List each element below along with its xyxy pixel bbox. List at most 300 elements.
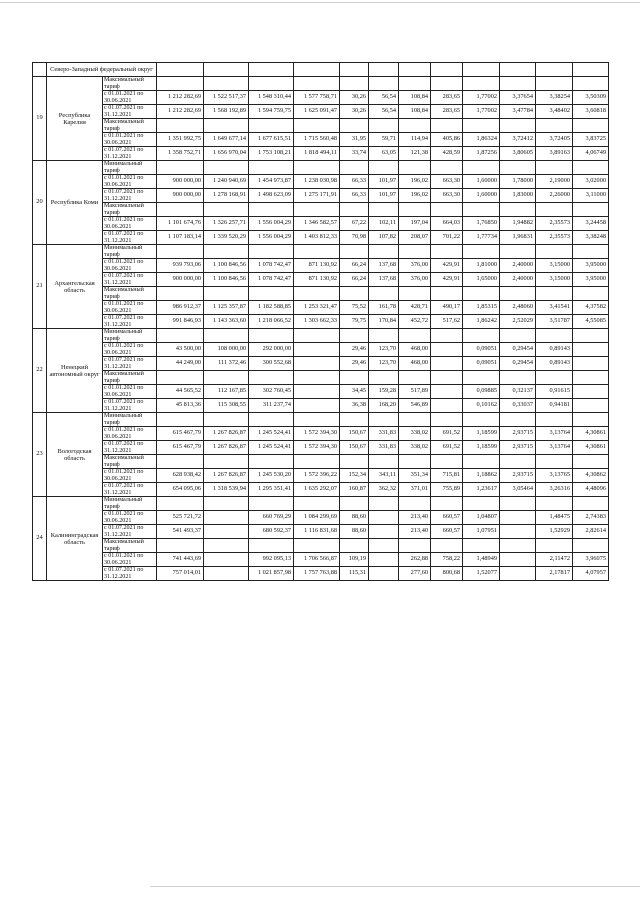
table-row bbox=[33, 427, 609, 441]
tariff-value-cell bbox=[369, 245, 399, 259]
tariff-value-cell: 3,02000 bbox=[573, 175, 609, 189]
table-row bbox=[33, 133, 609, 147]
tariff-value-cell: 170,84 bbox=[369, 315, 399, 329]
tariff-value-cell: 1 245 524,41 bbox=[249, 441, 294, 455]
tariff-value-cell bbox=[431, 161, 463, 175]
tariff-value-cell bbox=[157, 371, 204, 385]
table-row bbox=[33, 259, 609, 273]
tariff-value-cell: 1 101 674,76 bbox=[157, 217, 204, 231]
tariff-value-cell: 664,03 bbox=[431, 217, 463, 231]
tariff-value-cell: 3,24458 bbox=[573, 217, 609, 231]
tariff-value-cell: 900 000,00 bbox=[157, 273, 204, 287]
tariff-value-cell: 31,95 bbox=[340, 133, 369, 147]
tariff-value-cell: 114,94 bbox=[399, 133, 431, 147]
tariff-value-cell: 1,86324 bbox=[463, 133, 500, 147]
tariff-value-cell bbox=[500, 413, 536, 427]
tariff-value-cell: 29,46 bbox=[340, 357, 369, 371]
tariff-value-cell: 2,48060 bbox=[500, 301, 536, 315]
tariff-value-cell bbox=[431, 497, 463, 511]
table-row bbox=[33, 539, 609, 553]
tariff-value-cell: 311 237,74 bbox=[249, 399, 294, 413]
tariff-value-cell: 343,11 bbox=[369, 469, 399, 483]
table-row bbox=[33, 343, 609, 357]
tariff-value-cell: 3,89163 bbox=[536, 147, 573, 161]
tariff-value-cell: 3,11000 bbox=[573, 189, 609, 203]
tariff-value-cell bbox=[431, 343, 463, 357]
tariff-period: с 01.01.2021 по 30.06.2021 bbox=[103, 511, 157, 525]
table-row bbox=[33, 469, 609, 483]
tariff-value-cell: 1 339 520,29 bbox=[204, 231, 249, 245]
region-name: Ненецкий автономный округ bbox=[47, 329, 103, 413]
tariff-value-cell: 150,67 bbox=[340, 441, 369, 455]
data-cell bbox=[369, 63, 399, 77]
tariff-value-cell bbox=[431, 329, 463, 343]
tariff-value-cell bbox=[536, 329, 573, 343]
tariff-value-cell: 3,95000 bbox=[573, 259, 609, 273]
tariff-value-cell: 663,30 bbox=[431, 175, 463, 189]
tariff-period: с 01.01.2021 по 30.06.2021 bbox=[103, 385, 157, 399]
tariff-value-cell bbox=[500, 455, 536, 469]
tariff-value-cell: 1 218 066,52 bbox=[249, 315, 294, 329]
tariff-value-cell: 405,86 bbox=[431, 133, 463, 147]
tariff-value-cell bbox=[536, 245, 573, 259]
tariff-value-cell bbox=[294, 245, 340, 259]
tariff-value-cell bbox=[204, 161, 249, 175]
tariff-period: с 01.01.2021 по 30.06.2021 bbox=[103, 91, 157, 105]
tariff-value-cell bbox=[204, 371, 249, 385]
region-number: 19 bbox=[33, 77, 47, 161]
tariff-value-cell bbox=[249, 77, 294, 91]
tariff-value-cell bbox=[536, 119, 573, 133]
tariff-value-cell bbox=[536, 497, 573, 511]
tariff-value-cell: 900 000,00 bbox=[157, 175, 204, 189]
tariff-value-cell bbox=[204, 413, 249, 427]
table-row bbox=[33, 385, 609, 399]
tariff-value-cell: 452,72 bbox=[399, 315, 431, 329]
tariff-value-cell bbox=[340, 245, 369, 259]
tariff-value-cell: 1 240 940,69 bbox=[204, 175, 249, 189]
tariff-value-cell: 196,02 bbox=[399, 175, 431, 189]
tariff-value-cell: 1 649 677,14 bbox=[204, 133, 249, 147]
tariff-value-cell bbox=[340, 287, 369, 301]
tariff-value-cell bbox=[573, 497, 609, 511]
tariff-period: с 01.07.2021 по 31.12.2021 bbox=[103, 189, 157, 203]
tariff-value-cell: 338,02 bbox=[399, 427, 431, 441]
tariff-value-cell bbox=[340, 413, 369, 427]
tariff-value-cell: 302 760,45 bbox=[249, 385, 294, 399]
region-number: 22 bbox=[33, 329, 47, 413]
tariff-value-cell: 1,77002 bbox=[463, 91, 500, 105]
page-bottom-rule bbox=[150, 886, 640, 887]
tariff-value-cell: 197,04 bbox=[399, 217, 431, 231]
tariff-value-cell bbox=[294, 413, 340, 427]
tariff-value-cell bbox=[573, 357, 609, 371]
tariff-value-cell: 108,84 bbox=[399, 91, 431, 105]
tariff-period: Минимальный тариф bbox=[103, 329, 157, 343]
tariff-value-cell bbox=[294, 161, 340, 175]
tariff-value-cell bbox=[463, 287, 500, 301]
tariff-value-cell bbox=[399, 203, 431, 217]
tariff-value-cell: 1 078 742,47 bbox=[249, 259, 294, 273]
tariff-value-cell: 1 238 030,98 bbox=[294, 175, 340, 189]
tariff-value-cell bbox=[204, 203, 249, 217]
tariff-value-cell bbox=[369, 455, 399, 469]
tariff-value-cell: 1,85315 bbox=[463, 301, 500, 315]
tariff-value-cell: 1 522 517,37 bbox=[204, 91, 249, 105]
tariff-value-cell bbox=[500, 77, 536, 91]
tariff-value-cell: 283,65 bbox=[431, 105, 463, 119]
tariff-value-cell: 59,71 bbox=[369, 133, 399, 147]
tariff-value-cell: 1 351 992,75 bbox=[157, 133, 204, 147]
table-row bbox=[33, 371, 609, 385]
tariff-value-cell bbox=[536, 539, 573, 553]
tariff-value-cell: 66,33 bbox=[340, 175, 369, 189]
region-number: 24 bbox=[33, 497, 47, 581]
table-row bbox=[33, 161, 609, 175]
tariff-value-cell: 115 308,55 bbox=[204, 399, 249, 413]
tariff-period: Минимальный тариф bbox=[103, 413, 157, 427]
tariff-value-cell: 63,05 bbox=[369, 147, 399, 161]
tariff-value-cell: 701,22 bbox=[431, 231, 463, 245]
tariff-value-cell bbox=[369, 287, 399, 301]
tariff-value-cell bbox=[500, 539, 536, 553]
tariff-value-cell: 3,47784 bbox=[500, 105, 536, 119]
tariff-period: Максимальный тариф bbox=[103, 287, 157, 301]
tariff-value-cell: 1,76850 bbox=[463, 217, 500, 231]
table-row bbox=[33, 441, 609, 455]
tariff-period: с 01.07.2021 по 31.12.2021 bbox=[103, 483, 157, 497]
tariff-value-cell bbox=[463, 329, 500, 343]
tariff-value-cell: 1 078 742,47 bbox=[249, 273, 294, 287]
tariff-period: с 01.07.2021 по 31.12.2021 bbox=[103, 315, 157, 329]
tariff-value-cell: 3,38254 bbox=[536, 91, 573, 105]
tariff-value-cell bbox=[573, 203, 609, 217]
table-row bbox=[33, 77, 609, 91]
tariff-value-cell: 1,60000 bbox=[463, 175, 500, 189]
tariff-value-cell: 1 572 396,22 bbox=[294, 469, 340, 483]
tariff-value-cell: 2,52029 bbox=[500, 315, 536, 329]
district-title: Северо-Западный федеральный округ bbox=[47, 63, 157, 77]
tariff-value-cell: 691,52 bbox=[431, 427, 463, 441]
tariff-value-cell: 517,89 bbox=[399, 385, 431, 399]
tariff-value-cell bbox=[573, 77, 609, 91]
tariff-value-cell: 4,37582 bbox=[573, 301, 609, 315]
tariff-value-cell: 2,74383 bbox=[573, 511, 609, 525]
tariff-value-cell: 137,68 bbox=[369, 259, 399, 273]
tariff-value-cell: 2,82614 bbox=[573, 525, 609, 539]
table-row bbox=[33, 553, 609, 567]
tariff-value-cell bbox=[249, 539, 294, 553]
tariff-value-cell bbox=[340, 371, 369, 385]
tariff-value-cell: 351,34 bbox=[399, 469, 431, 483]
tariff-value-cell bbox=[294, 287, 340, 301]
tariff-value-cell: 900 000,00 bbox=[157, 189, 204, 203]
tariff-value-cell: 3,51787 bbox=[536, 315, 573, 329]
tariff-value-cell bbox=[340, 161, 369, 175]
tariff-period: Максимальный тариф bbox=[103, 371, 157, 385]
tariff-value-cell bbox=[463, 371, 500, 385]
tariff-value-cell: 1 212 282,69 bbox=[157, 105, 204, 119]
tariff-value-cell bbox=[249, 329, 294, 343]
tariff-value-cell bbox=[399, 497, 431, 511]
tariff-value-cell: 168,20 bbox=[369, 399, 399, 413]
tariff-value-cell: 1 278 168,91 bbox=[204, 189, 249, 203]
data-cell bbox=[573, 63, 609, 77]
tariff-value-cell bbox=[500, 119, 536, 133]
tariff-value-cell: 2,19000 bbox=[536, 175, 573, 189]
tariff-period: с 01.01.2021 по 30.06.2021 bbox=[103, 427, 157, 441]
tariff-period: с 01.01.2021 по 30.06.2021 bbox=[103, 343, 157, 357]
tariff-value-cell: 331,83 bbox=[369, 427, 399, 441]
tariff-value-cell bbox=[204, 245, 249, 259]
tariff-value-cell bbox=[431, 371, 463, 385]
tariff-value-cell: 1 100 846,56 bbox=[204, 259, 249, 273]
tariff-value-cell: 109,19 bbox=[340, 553, 369, 567]
tariff-value-cell: 1 245 530,20 bbox=[249, 469, 294, 483]
tariff-value-cell: 1 548 310,44 bbox=[249, 91, 294, 105]
tariff-value-cell bbox=[500, 553, 536, 567]
table-row bbox=[33, 245, 609, 259]
tariff-value-cell bbox=[573, 455, 609, 469]
tariff-value-cell bbox=[536, 455, 573, 469]
tariff-value-cell bbox=[399, 455, 431, 469]
tariff-period: Максимальный тариф bbox=[103, 119, 157, 133]
tariff-value-cell: 3,72405 bbox=[536, 133, 573, 147]
tariff-value-cell: 34,45 bbox=[340, 385, 369, 399]
tariff-value-cell bbox=[340, 77, 369, 91]
table-row bbox=[33, 105, 609, 119]
tariff-period: с 01.07.2021 по 31.12.2021 bbox=[103, 441, 157, 455]
tariff-value-cell: 43 500,00 bbox=[157, 343, 204, 357]
tariff-period: с 01.01.2021 по 30.06.2021 bbox=[103, 259, 157, 273]
tariff-value-cell bbox=[204, 567, 249, 581]
tariff-value-cell: 56,54 bbox=[369, 105, 399, 119]
tariff-value-cell: 1 143 363,60 bbox=[204, 315, 249, 329]
tariff-value-cell bbox=[431, 539, 463, 553]
tariff-value-cell: 615 467,79 bbox=[157, 427, 204, 441]
tariff-value-cell bbox=[399, 539, 431, 553]
tariff-value-cell bbox=[294, 77, 340, 91]
tariff-value-cell: 1,77734 bbox=[463, 231, 500, 245]
tariff-value-cell: 3,05464 bbox=[500, 483, 536, 497]
tariff-value-cell: 991 846,93 bbox=[157, 315, 204, 329]
tariff-value-cell: 1,48949 bbox=[463, 553, 500, 567]
tariff-value-cell bbox=[536, 77, 573, 91]
tariff-value-cell bbox=[294, 343, 340, 357]
tariff-value-cell bbox=[249, 119, 294, 133]
table-row bbox=[33, 175, 609, 189]
tariff-value-cell: 262,88 bbox=[399, 553, 431, 567]
tariff-value-cell: 1 303 662,33 bbox=[294, 315, 340, 329]
tariff-period: Максимальный тариф bbox=[103, 455, 157, 469]
tariff-value-cell bbox=[340, 119, 369, 133]
tariff-value-cell: 3,38248 bbox=[573, 231, 609, 245]
tariff-value-cell: 88,60 bbox=[340, 525, 369, 539]
tariff-value-cell bbox=[431, 357, 463, 371]
tariff-value-cell: 2,40000 bbox=[500, 273, 536, 287]
table-row bbox=[33, 147, 609, 161]
tariff-value-cell: 1 318 539,94 bbox=[204, 483, 249, 497]
table-row bbox=[33, 231, 609, 245]
tariff-period: с 01.07.2021 по 31.12.2021 bbox=[103, 567, 157, 581]
tariff-value-cell: 1 625 091,47 bbox=[294, 105, 340, 119]
tariff-value-cell bbox=[249, 371, 294, 385]
tariff-value-cell: 1 757 763,88 bbox=[294, 567, 340, 581]
tariff-value-cell: 66,24 bbox=[340, 273, 369, 287]
page-top-rule bbox=[0, 2, 640, 3]
tariff-value-cell: 1 715 560,48 bbox=[294, 133, 340, 147]
tariff-value-cell: 376,00 bbox=[399, 273, 431, 287]
tariff-value-cell bbox=[249, 161, 294, 175]
tariff-value-cell bbox=[500, 511, 536, 525]
tariff-value-cell bbox=[369, 567, 399, 581]
tariff-value-cell: 111 372,46 bbox=[204, 357, 249, 371]
table-row bbox=[33, 567, 609, 581]
tariff-value-cell: 45 813,36 bbox=[157, 399, 204, 413]
tariff-value-cell: 1,96831 bbox=[500, 231, 536, 245]
tariff-value-cell bbox=[249, 287, 294, 301]
tariff-period: Максимальный тариф bbox=[103, 203, 157, 217]
tariff-value-cell: 3,37654 bbox=[500, 91, 536, 105]
data-cell bbox=[500, 63, 536, 77]
tariff-value-cell bbox=[399, 119, 431, 133]
tariff-value-cell bbox=[463, 497, 500, 511]
tariff-value-cell bbox=[294, 357, 340, 371]
tariff-period: с 01.07.2021 по 31.12.2021 bbox=[103, 399, 157, 413]
tariff-value-cell: 1,07951 bbox=[463, 525, 500, 539]
tariff-value-cell: 4,55085 bbox=[573, 315, 609, 329]
tariff-value-cell: 1 358 752,71 bbox=[157, 147, 204, 161]
tariff-value-cell: 1 572 394,30 bbox=[294, 441, 340, 455]
region-number: 21 bbox=[33, 245, 47, 329]
tariff-value-cell bbox=[463, 77, 500, 91]
tariff-value-cell: 108 000,00 bbox=[204, 343, 249, 357]
tariff-value-cell: 4,30861 bbox=[573, 441, 609, 455]
tariff-value-cell: 741 443,69 bbox=[157, 553, 204, 567]
tariff-value-cell: 4,30862 bbox=[573, 469, 609, 483]
tariff-value-cell bbox=[500, 329, 536, 343]
tariff-value-cell bbox=[157, 77, 204, 91]
tariff-value-cell: 1 212 282,69 bbox=[157, 91, 204, 105]
tariff-value-cell: 79,75 bbox=[340, 315, 369, 329]
tariff-value-cell: 1 556 004,29 bbox=[249, 217, 294, 231]
tariff-value-cell: 4,06749 bbox=[573, 147, 609, 161]
tariff-value-cell bbox=[249, 245, 294, 259]
tariff-value-cell: 159,28 bbox=[369, 385, 399, 399]
tariff-value-cell bbox=[204, 497, 249, 511]
tariff-value-cell: 1 656 970,04 bbox=[204, 147, 249, 161]
tariff-value-cell: 3,95000 bbox=[573, 273, 609, 287]
tariff-value-cell: 1,18599 bbox=[463, 441, 500, 455]
tariff-period: с 01.01.2021 по 30.06.2021 bbox=[103, 175, 157, 189]
data-cell bbox=[340, 63, 369, 77]
tariff-value-cell: 992 095,13 bbox=[249, 553, 294, 567]
tariff-value-cell bbox=[340, 539, 369, 553]
tariff-value-cell: 0,32137 bbox=[500, 385, 536, 399]
tariff-value-cell: 755,89 bbox=[431, 483, 463, 497]
tariff-value-cell bbox=[500, 497, 536, 511]
tariff-value-cell bbox=[157, 455, 204, 469]
tariff-value-cell: 101,97 bbox=[369, 189, 399, 203]
tariff-value-cell bbox=[463, 413, 500, 427]
tariff-value-cell: 1 346 582,57 bbox=[294, 217, 340, 231]
tariff-value-cell bbox=[249, 497, 294, 511]
tariff-value-cell bbox=[340, 455, 369, 469]
tariff-value-cell: 1,52077 bbox=[463, 567, 500, 581]
tariff-period: с 01.01.2021 по 30.06.2021 bbox=[103, 553, 157, 567]
tariff-value-cell: 758,22 bbox=[431, 553, 463, 567]
tariff-value-cell bbox=[431, 399, 463, 413]
tariff-value-cell: 1 295 351,41 bbox=[249, 483, 294, 497]
tariff-value-cell: 2,11472 bbox=[536, 553, 573, 567]
tariff-value-cell bbox=[463, 203, 500, 217]
tariff-value-cell: 123,70 bbox=[369, 343, 399, 357]
tariff-value-cell bbox=[573, 371, 609, 385]
tariff-value-cell bbox=[500, 525, 536, 539]
tariff-value-cell: 0,29454 bbox=[500, 343, 536, 357]
tariff-value-cell: 0,09051 bbox=[463, 357, 500, 371]
tariff-value-cell bbox=[431, 203, 463, 217]
tariff-value-cell: 490,17 bbox=[431, 301, 463, 315]
tariff-value-cell: 44 565,52 bbox=[157, 385, 204, 399]
tariff-value-cell: 2,17817 bbox=[536, 567, 573, 581]
tariff-value-cell: 1 245 524,41 bbox=[249, 427, 294, 441]
tariff-value-cell bbox=[204, 553, 249, 567]
tariff-value-cell bbox=[157, 539, 204, 553]
tariff-value-cell: 66,24 bbox=[340, 259, 369, 273]
tariff-value-cell: 30,26 bbox=[340, 105, 369, 119]
tariff-value-cell bbox=[204, 77, 249, 91]
region-number: 23 bbox=[33, 413, 47, 497]
tariff-value-cell bbox=[249, 413, 294, 427]
tariff-value-cell: 1 556 004,29 bbox=[249, 231, 294, 245]
tariff-value-cell: 2,93715 bbox=[500, 427, 536, 441]
tariff-value-cell: 1,77002 bbox=[463, 105, 500, 119]
tariff-value-cell bbox=[204, 525, 249, 539]
tariff-period: с 01.01.2021 по 30.06.2021 bbox=[103, 133, 157, 147]
tariff-value-cell bbox=[369, 553, 399, 567]
tariff-value-cell: 0,09051 bbox=[463, 343, 500, 357]
tariff-value-cell: 112 167,85 bbox=[204, 385, 249, 399]
tariff-period: с 01.07.2021 по 31.12.2021 bbox=[103, 105, 157, 119]
tariff-value-cell bbox=[500, 245, 536, 259]
tariff-value-cell: 1,94882 bbox=[500, 217, 536, 231]
tariff-value-cell: 800,68 bbox=[431, 567, 463, 581]
tariff-value-cell: 871 130,92 bbox=[294, 259, 340, 273]
table-row bbox=[33, 497, 609, 511]
tariff-value-cell bbox=[369, 497, 399, 511]
tariff-value-cell: 3,13765 bbox=[536, 469, 573, 483]
tariff-value-cell bbox=[536, 371, 573, 385]
tariff-value-cell: 3,96075 bbox=[573, 553, 609, 567]
tariff-value-cell: 213,40 bbox=[399, 525, 431, 539]
tariff-value-cell: 161,78 bbox=[369, 301, 399, 315]
tariff-value-cell: 757 014,01 bbox=[157, 567, 204, 581]
tariff-value-cell: 660,57 bbox=[431, 511, 463, 525]
tariff-value-cell bbox=[294, 455, 340, 469]
district-row bbox=[33, 63, 609, 77]
tariff-value-cell: 3,48402 bbox=[536, 105, 573, 119]
tariff-value-cell bbox=[157, 287, 204, 301]
tariff-value-cell: 1 403 812,33 bbox=[294, 231, 340, 245]
tariff-value-cell bbox=[399, 329, 431, 343]
tariff-value-cell: 1,78000 bbox=[500, 175, 536, 189]
tariff-value-cell: 1 182 588,85 bbox=[249, 301, 294, 315]
tariff-value-cell: 66,33 bbox=[340, 189, 369, 203]
tariff-value-cell bbox=[463, 245, 500, 259]
tariff-value-cell: 628 938,42 bbox=[157, 469, 204, 483]
tariff-value-cell bbox=[294, 203, 340, 217]
